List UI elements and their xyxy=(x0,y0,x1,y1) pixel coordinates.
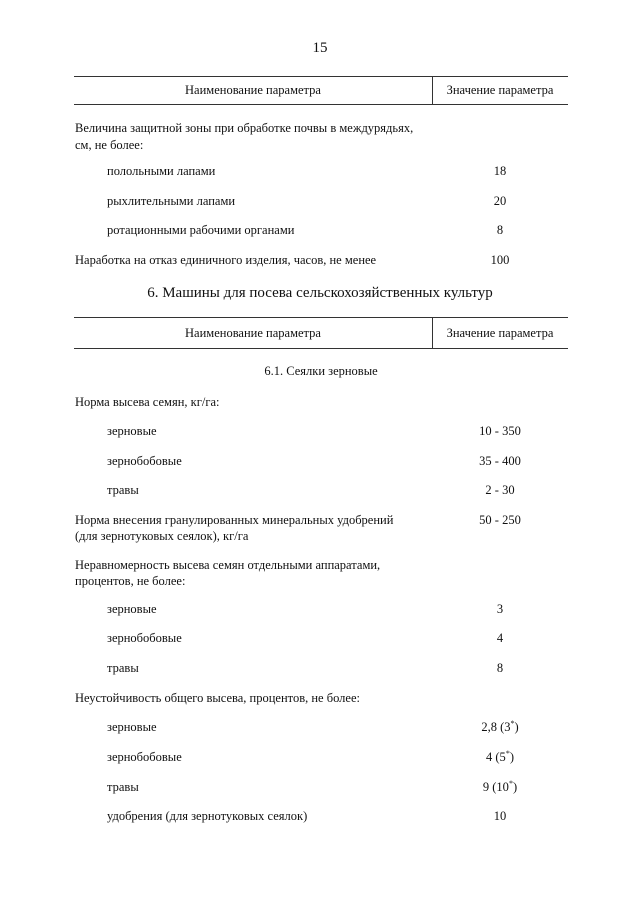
table1-header-param-name: Наименование параметра xyxy=(185,83,321,97)
footnote-mark: * xyxy=(505,749,510,758)
list-item-label: удобрения (для зернотуковых сеялок) xyxy=(107,809,308,823)
protection-zone-label-line1: Величина защитной зоны при обработке почвы в междурядьях, xyxy=(75,121,414,135)
list-item-value: 2 - 30 xyxy=(485,483,515,497)
list-item-label: зернобобовые xyxy=(107,750,182,764)
table2-header-param-value: Значение параметра xyxy=(446,326,554,340)
protection-zone-label-line2: см, не более: xyxy=(75,138,144,152)
value-close: ) xyxy=(512,780,518,794)
unevenness-label-line2: процентов, не более: xyxy=(75,574,186,588)
list-item-value: 10 xyxy=(493,809,507,823)
table2-header-param-name: Наименование параметра xyxy=(185,326,321,340)
list-item-label: полольными лапами xyxy=(107,164,216,178)
table1-header-param-value: Значение параметра xyxy=(446,83,554,97)
list-item-value: 10 - 350 xyxy=(479,424,521,438)
list-item-value: 8 xyxy=(496,661,504,675)
table2-header-bottom-rule xyxy=(74,348,568,349)
fertilizer-rate-label-line1: Норма внесения гранулированных минеральных удобрений xyxy=(75,513,394,527)
list-item-label: травы xyxy=(107,780,139,794)
instability-label: Неустойчивость общего высева, процентов, не более: xyxy=(75,691,360,705)
list-item-label: зернобобовые xyxy=(107,454,182,468)
seeding-rate-label: Норма высева семян, кг/га: xyxy=(75,395,220,409)
list-item-label: зернобобовые xyxy=(107,631,182,645)
list-item-label: ротационными рабочими органами xyxy=(107,223,295,237)
list-item-value: 4 xyxy=(496,631,504,645)
list-item-value: 18 xyxy=(493,164,507,178)
value-close: ) xyxy=(514,720,519,734)
page-number: 15 xyxy=(312,40,328,56)
list-item-label: зерновые xyxy=(107,424,157,438)
list-item-label: зерновые xyxy=(107,602,157,616)
list-item-value: 8 xyxy=(496,223,504,237)
section-title: 6. Машины для посева сельскохозяйственных культур xyxy=(147,285,493,301)
table2-header-top-rule xyxy=(74,317,568,318)
list-item-label: рыхлительными лапами xyxy=(107,194,236,208)
list-item-value xyxy=(432,719,568,736)
footnote-mark: * xyxy=(510,719,515,728)
reliability-label: Наработка на отказ единичного изделия, часов, не менее xyxy=(75,253,377,267)
table1-header-bottom-rule xyxy=(74,104,568,105)
list-item-value: 20 xyxy=(493,194,507,208)
unevenness-label-line1: Неравномерность высева семян отдельными аппаратами, xyxy=(75,558,381,572)
value-close: ) xyxy=(509,750,514,764)
reliability-value: 100 xyxy=(490,253,510,267)
fertilizer-rate-value: 50 - 250 xyxy=(479,513,521,527)
value-text: 9 (10 xyxy=(482,780,509,794)
list-item-value: 3 xyxy=(496,602,504,616)
footnote-mark: * xyxy=(508,779,513,788)
table1-header-top-rule xyxy=(74,76,568,77)
list-item-label: зерновые xyxy=(107,720,157,734)
list-item-value xyxy=(432,779,568,796)
list-item-value: 35 - 400 xyxy=(479,454,521,468)
value-text: 4 (5 xyxy=(486,750,506,764)
subsection-title: 6.1. Сеялки зерновые xyxy=(264,364,378,378)
fertilizer-rate-label-line2: (для зернотуковых сеялок), кг/га xyxy=(75,529,249,543)
value-text: 2,8 (3 xyxy=(481,720,511,734)
list-item-value xyxy=(432,749,568,766)
list-item-label: травы xyxy=(107,661,139,675)
list-item-label: травы xyxy=(107,483,139,497)
